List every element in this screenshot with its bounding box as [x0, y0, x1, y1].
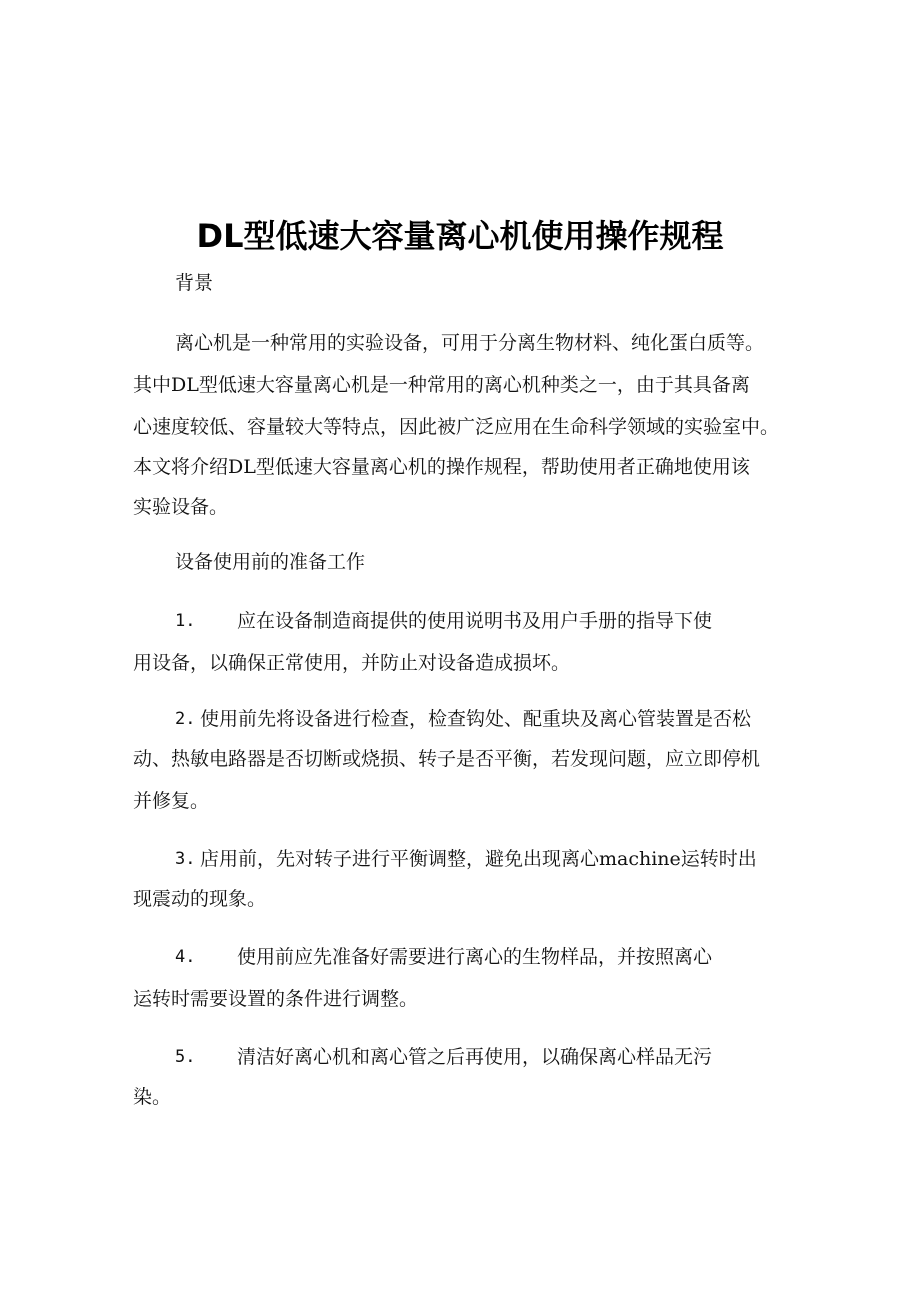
- section-heading-background: 背景: [175, 272, 214, 294]
- list-item-line: 运转时需要设置的条件进行调整。: [133, 988, 419, 1010]
- list-item-number: 4.: [175, 947, 196, 967]
- document-title: DL型低速大容量离心机使用操作规程: [196, 217, 724, 255]
- intro-line: 其中DL型低速大容量离心机是一种常用的离心机种类之一，由于其具备离: [133, 374, 750, 396]
- list-item-number: 5.: [175, 1047, 196, 1067]
- list-item-line: 使用前应先准备好需要进行离心的生物样品，并按照离心: [237, 946, 713, 968]
- list-item-line: 用设备，以确保正常使用，并防止对设备造成损坏。: [133, 652, 571, 674]
- list-item-line: 店用前，先对转子进行平衡调整，避免出现离心machine运转时出: [200, 848, 757, 870]
- intro-line: 离心机是一种常用的实验设备，可用于分离生物材料、纯化蛋白质等。: [175, 332, 765, 354]
- intro-line: 本文将介绍DL型低速大容量离心机的操作规程，帮助使用者正确地使用该: [133, 456, 750, 478]
- list-item-number: 3.: [175, 849, 196, 869]
- list-item-line: 现震动的现象。: [133, 888, 267, 910]
- list-item-line: 应在设备制造商提供的使用说明书及用户手册的指导下使: [237, 610, 713, 632]
- list-item-line: 清洁好离心机和离心管之后再使用，以确保离心样品无污: [237, 1046, 713, 1068]
- list-item-line: 动、热敏电路器是否切断或烧损、转子是否平衡，若发现问题，应立即停机: [133, 748, 761, 770]
- list-item-line: 使用前先将设备进行检查，检查钩处、配重块及离心管装置是否松: [200, 708, 752, 730]
- list-item-number: 1.: [175, 611, 196, 631]
- list-item-line: 并修复。: [133, 790, 210, 812]
- intro-line: 实验设备。: [133, 496, 229, 518]
- intro-line: 心速度较低、容量较大等特点，因此被广泛应用在生命科学领域的实验室中。: [133, 416, 780, 438]
- list-item-line: 染。: [133, 1086, 172, 1108]
- list-item-number: 2.: [175, 709, 196, 729]
- section-heading-preparation: 设备使用前的准备工作: [175, 551, 366, 573]
